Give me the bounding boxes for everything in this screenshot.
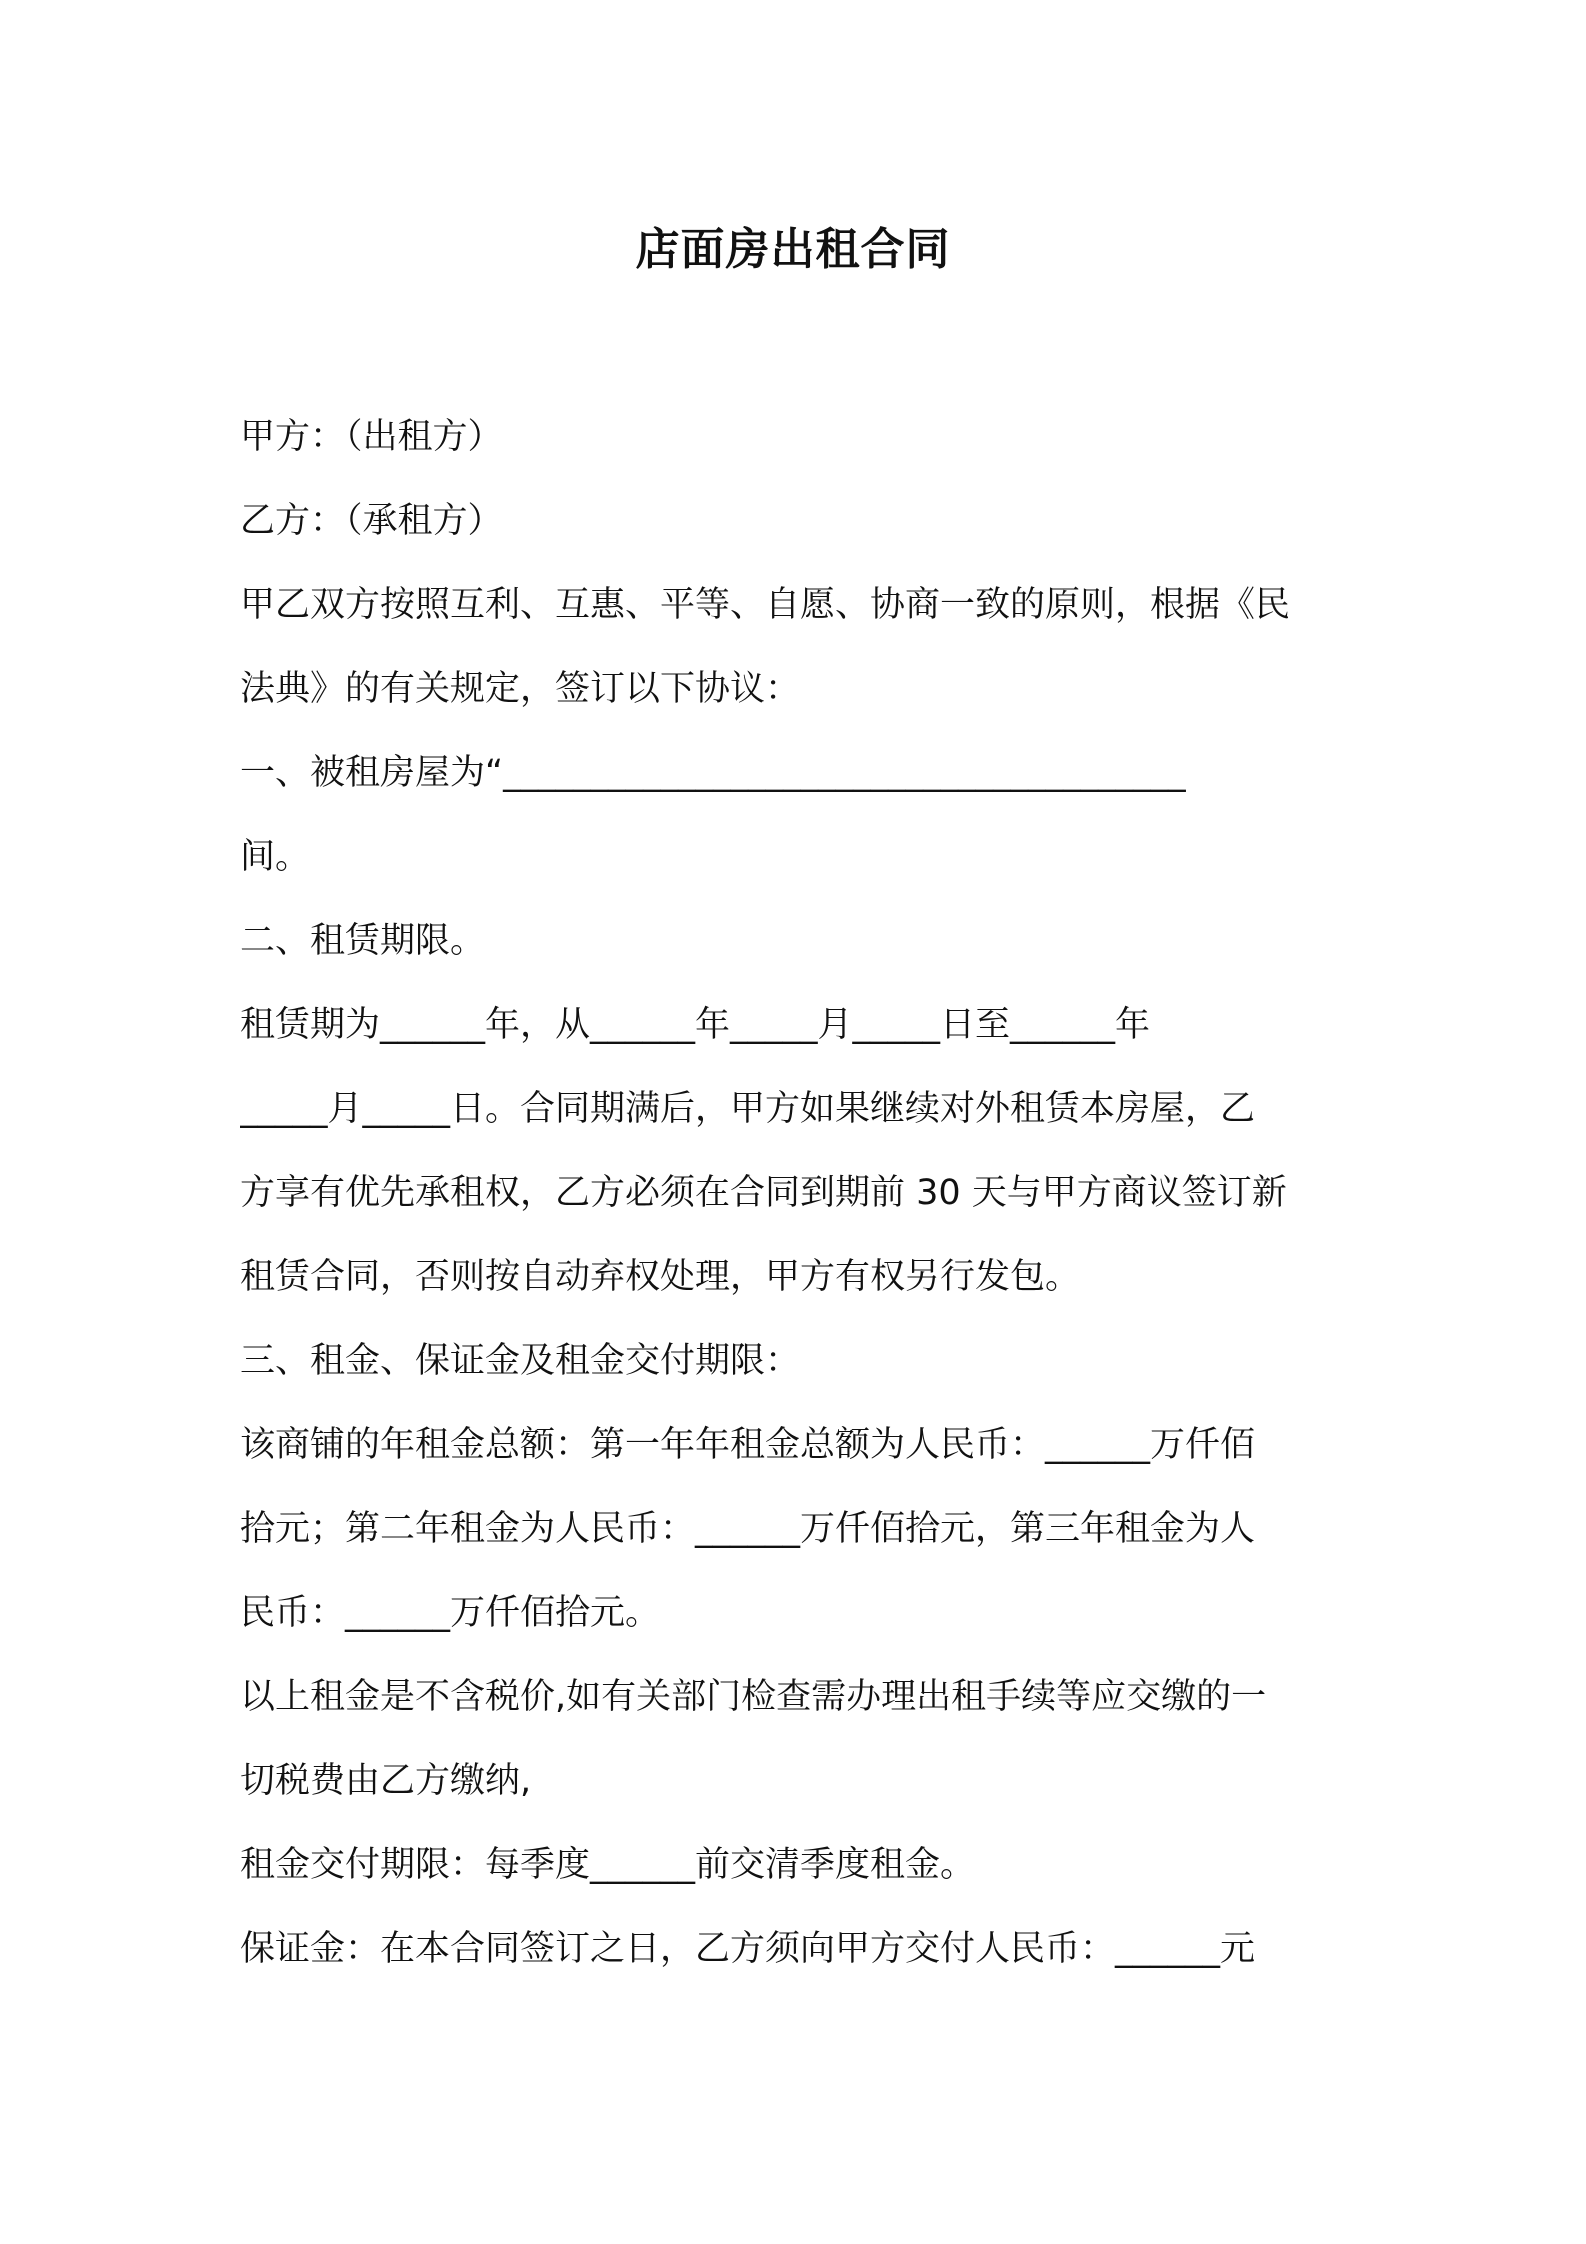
clause-3-line-6: 租金交付期限：每季度______前交清季度租金。 (240, 1845, 976, 1885)
clause-3-heading: 三、租金、保证金及租金交付期限： (240, 1341, 801, 1381)
party-a-line: 甲方：（出租方） (240, 417, 503, 457)
clause-3-line-5: 切税费由乙方缴纳, (240, 1761, 532, 1801)
clause-2-line-3: 方享有优先承租权，乙方必须在合同到期前 30 天与甲方商议签订新 (240, 1173, 1287, 1213)
preamble-line-1: 甲乙双方按照互利、互惠、平等、自愿、协商一致的原则，根据《民 (240, 585, 1291, 625)
clause-2-line-4: 租赁合同，否则按自动弃权处理，甲方有权另行发包。 (240, 1257, 1081, 1297)
clause-3-line-2: 拾元；第二年租金为人民币：______万仟佰拾元，第三年租金为人 (240, 1509, 1256, 1549)
clause-3-line-1: 该商铺的年租金总额：第一年年租金总额为人民币：______万仟佰 (240, 1425, 1256, 1465)
clause-3-line-3: 民币：______万仟佰拾元。 (240, 1593, 661, 1633)
clause-1-line-2: 间。 (240, 837, 311, 877)
clause-2-line-2: _____月_____日。合同期满后，甲方如果继续对外租赁本房屋，乙 (240, 1089, 1256, 1129)
clause-2-heading: 二、租赁期限。 (240, 921, 486, 961)
clause-1-line-1: 一、被租房屋为“_______________________________________ (240, 753, 1186, 793)
preamble-line-2: 法典》的有关规定，签订以下协议： (240, 669, 801, 709)
clause-3-line-4: 以上租金是不含税价,如有关部门检查需办理出租手续等应交缴的一 (240, 1677, 1267, 1717)
document-body (240, 395, 1360, 1991)
clause-2-line-1: 租赁期为______年，从______年_____月_____日至______年 (240, 1005, 1151, 1045)
party-b-line: 乙方：（承租方） (240, 501, 503, 541)
document-title: 店面房出租合同 (635, 224, 951, 275)
clause-3-line-7: 保证金：在本合同签订之日，乙方须向甲方交付人民币：______元 (240, 1929, 1256, 1969)
